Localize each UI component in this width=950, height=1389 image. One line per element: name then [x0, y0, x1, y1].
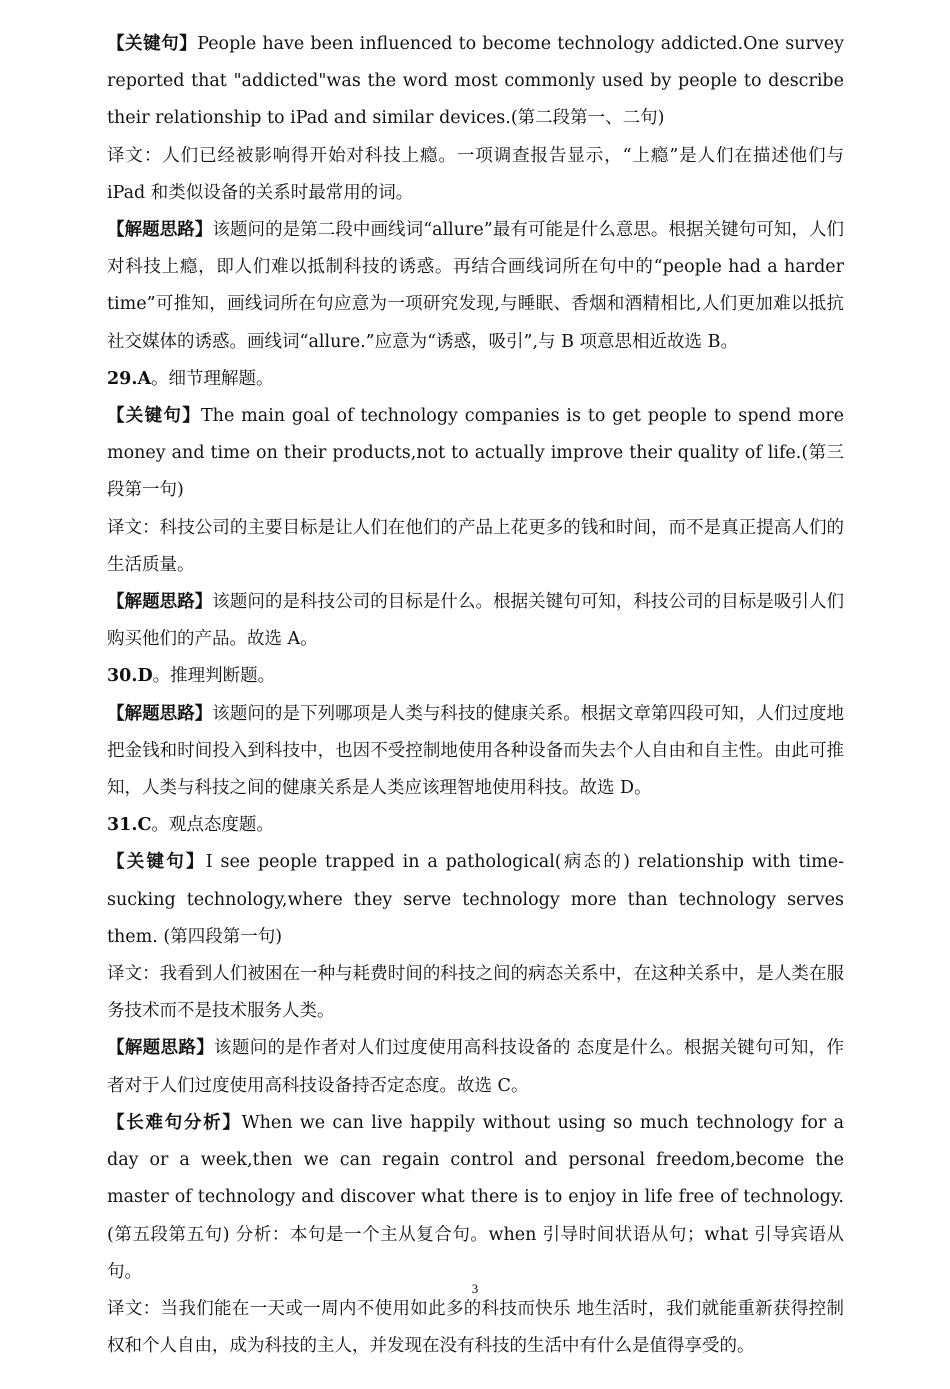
paragraph-text: 该题问的是作者对人们过度使用高科技设备的 态度是什么。根据关键句可知，作者对于人们过度使用高科技设备持否定态度。故选 C。: [107, 1038, 845, 1096]
paragraph-text: I see people trapped in a pathological(病态的) relationship with time-sucking technology,where they serve technology more than technology serves them. (第四段第一句): [107, 852, 844, 947]
paragraph-reasoning-31: [107, 1030, 844, 1104]
paragraph-text: People have been influenced to become technology addicted.One survey reported that "addicted"was the word most commonly used by people to describe their relationship to iPad and similar devices.(第二段第一、二句): [107, 34, 845, 129]
paragraph-text: 译文：人们已经被影响得开始对科技上瘾。一项调查报告显示，“上瘾”是人们在描述他们与 iPad 和类似设备的关系时最常用的词。: [107, 145, 844, 203]
paragraph-key-sentence-28: [107, 26, 844, 138]
paragraph-key-sentence-31: [107, 844, 844, 956]
label: 【解题思路】: [107, 592, 213, 613]
paragraph-text: 该题问的是下列哪项是人类与科技的健康关系。根据文章第四段可知，人们过度地把金钱和时间投入到科技中，也因不受控制地使用各种设备而失去个人自由和自主性。由此可推知，人类与科技之间的健康关系是人类应该理智地使用科技。故选 D。: [107, 703, 845, 799]
label: 【解题思路】: [107, 1038, 215, 1059]
answer-number: 29.A: [107, 368, 152, 389]
answer-heading-31: [107, 807, 844, 844]
label: 【长难句分析】: [107, 1112, 242, 1133]
answer-number: 30.D: [107, 666, 153, 687]
answer-heading-29: [107, 361, 844, 398]
answer-number: 31.C: [107, 815, 152, 836]
page-number: 3: [471, 1281, 479, 1296]
question-type: 。观点态度题。: [151, 815, 274, 836]
paragraph-translation-29: [107, 510, 844, 584]
paragraph-text: When we can live happily without using so much technology for a day or a week,then we can regain control and personal freedom,become the master of technology and discover what there is to enjoy in life free of technology.(第五段第五句) 分析：本句是一个主从复合句。when 引导时间状语从句；what 引导宾语从句。: [107, 1112, 845, 1282]
paragraph-text: 该题问的是第二段中画线词“allure”最有可能是什么意思。根据关键句可知，人们对科技上瘾，即人们难以抵制科技的诱惑。再结合画线词所在句中的“people had a harder time”可推知，画线词所在句应意为一项研究发现,与睡眠、香烟和酒精相比,人们更加难以抵抗社交媒体的诱惑。画线词“allure.”应意为“诱惑，吸引”,与 B 项意思相近故选 B。: [107, 220, 845, 352]
label: 【关键句】: [107, 406, 201, 427]
question-type: 。推理判断题。: [152, 666, 276, 687]
label: 【解题思路】: [107, 703, 213, 724]
answer-heading-30: [107, 658, 844, 695]
paragraph-reasoning-30: [107, 696, 844, 808]
label: 【关键句】: [107, 34, 198, 54]
paragraph-text: 译文：我看到人们被困在一种与耗费时间的科技之间的病态关系中，在这种关系中，是人类在服务技术而不是技术服务人类。: [107, 964, 844, 1022]
paragraph-text: 该题问的是科技公司的目标是什么。根据关键句可知，科技公司的目标是吸引人们购买他们的产品。故选 A。: [107, 592, 845, 650]
paragraph-translation-long-sentence: [107, 1291, 844, 1365]
label: 【关键句】: [107, 852, 206, 873]
paragraph-translation-31: [107, 956, 844, 1030]
paragraph-text: The main goal of technology companies is to get people to spend more money and time on their products,not to actually improve their quality of life.(第三段第一句): [107, 406, 844, 501]
question-type: 。细节理解题。: [151, 368, 274, 389]
paragraph-long-sentence-analysis: [107, 1105, 844, 1291]
paragraph-reasoning-29: [107, 584, 844, 658]
paragraph-reasoning-28: [107, 212, 844, 361]
label: 【解题思路】: [107, 220, 213, 241]
paragraph-translation-28: [107, 138, 844, 212]
page-content: [107, 26, 844, 1365]
paragraph-text: 译文：科技公司的主要目标是让人们在他们的产品上花更多的钱和时间，而不是真正提高人们的生活质量。: [107, 517, 844, 575]
paragraph-text: 译文：当我们能在一天或一周内不使用如此多的科技而快乐 地生活时，我们就能重新获得控制权和个人自由，成为科技的主人，并发现在没有科技的生活中有什么是值得享受的。: [107, 1298, 844, 1357]
paragraph-key-sentence-29: [107, 398, 844, 510]
